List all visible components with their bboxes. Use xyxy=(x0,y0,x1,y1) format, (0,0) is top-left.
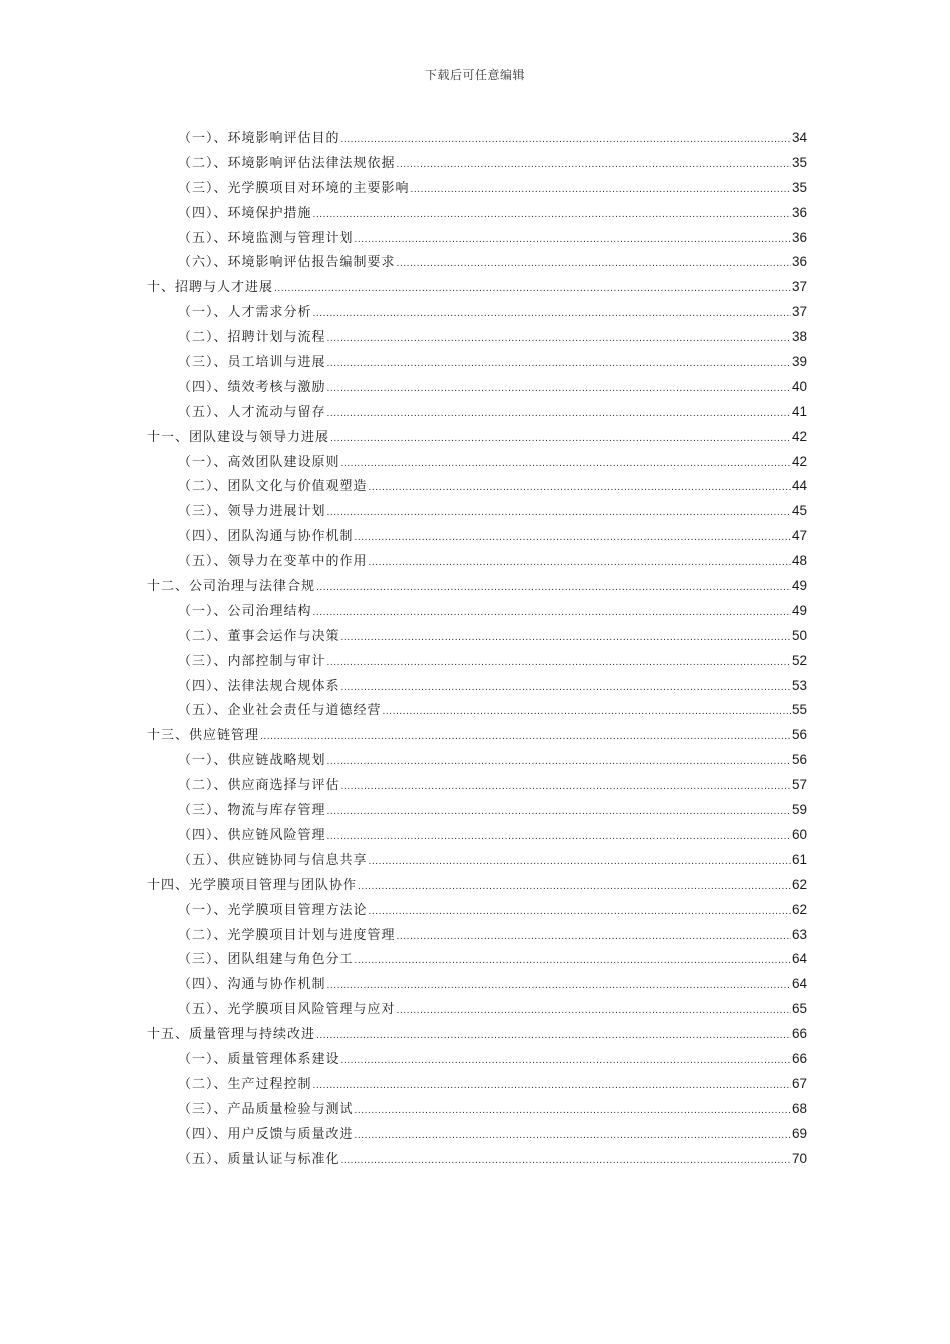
dot-leader xyxy=(397,999,791,1024)
toc-entry-page-number: 38 xyxy=(791,329,807,345)
toc-entry-title: （一）、高效团队建设原则 xyxy=(178,454,340,470)
toc-entry-title: （一）、环境影响评估目的 xyxy=(178,131,340,146)
toc-section-entry[interactable] xyxy=(178,997,807,1022)
toc-entry-page-number: 50 xyxy=(791,627,807,643)
dot-leader xyxy=(313,302,791,327)
toc-section-entry[interactable] xyxy=(178,773,807,798)
toc-entry-page-number: 64 xyxy=(791,951,807,967)
toc-chapter-entry[interactable] xyxy=(147,873,807,898)
toc-section-entry[interactable] xyxy=(178,400,807,425)
toc-entry-page-number: 44 xyxy=(791,478,807,494)
toc-entry-page-number: 35 xyxy=(791,154,807,170)
toc-entry-title: （五）、环境监测与管理计划 xyxy=(178,230,354,246)
dot-leader xyxy=(327,750,791,775)
toc-entry-title: （三）、领导力进展计划 xyxy=(178,504,326,520)
dot-leader xyxy=(341,128,791,153)
toc-entry-page-number: 66 xyxy=(791,1026,807,1042)
toc-chapter-entry[interactable] xyxy=(147,723,807,748)
toc-entry-page-number: 40 xyxy=(791,378,807,394)
toc-section-entry[interactable] xyxy=(178,499,807,524)
toc-entry-page-number: 39 xyxy=(791,354,807,370)
toc-entry-title: （四）、团队沟通与协作机制 xyxy=(178,529,354,545)
toc-section-entry[interactable] xyxy=(178,226,807,251)
toc-entry-page-number: 67 xyxy=(791,1075,807,1091)
toc-entry-page-number: 45 xyxy=(791,503,807,519)
toc-entry-page-number: 56 xyxy=(791,727,807,743)
toc-entry-page-number: 53 xyxy=(791,677,807,693)
dot-leader xyxy=(313,601,791,626)
toc-section-entry[interactable] xyxy=(178,126,807,151)
toc-entry-page-number: 34 xyxy=(791,130,807,145)
toc-chapter-entry[interactable] xyxy=(147,1022,807,1047)
dot-leader xyxy=(316,576,791,601)
dot-leader xyxy=(341,1049,791,1074)
dot-leader xyxy=(397,252,791,277)
toc-entry-title: （六）、环境影响评估报告编制要求 xyxy=(178,255,396,271)
dot-leader xyxy=(358,875,791,900)
toc-entry-title: （一）、公司治理结构 xyxy=(178,603,312,619)
toc-section-entry[interactable] xyxy=(178,1097,807,1122)
toc-section-entry[interactable] xyxy=(178,823,807,848)
toc-section-entry[interactable] xyxy=(178,898,807,923)
toc-chapter-entry[interactable] xyxy=(147,574,807,599)
toc-entry-page-number: 61 xyxy=(791,851,807,867)
toc-entry-title: 十三、供应链管理 xyxy=(147,728,260,744)
toc-entry-title: 十二、公司治理与法律合规 xyxy=(147,579,316,595)
toc-section-entry[interactable] xyxy=(178,176,807,201)
toc-entry-title: （五）、光学膜项目风险管理与应对 xyxy=(178,1002,396,1018)
toc-entry-page-number: 63 xyxy=(791,926,807,942)
toc-entry-page-number: 59 xyxy=(791,802,807,818)
toc-entry-title: （二）、供应商选择与评估 xyxy=(178,778,340,794)
toc-section-entry[interactable] xyxy=(178,350,807,375)
toc-entry-page-number: 47 xyxy=(791,528,807,544)
toc-entry-title: 十一、团队建设与领导力进展 xyxy=(147,429,330,445)
toc-section-entry[interactable] xyxy=(178,624,807,649)
toc-entry-title: 十四、光学膜项目管理与团队协作 xyxy=(147,877,358,893)
toc-entry-page-number: 62 xyxy=(791,901,807,917)
toc-entry-title: （四）、法律法规合规体系 xyxy=(178,678,340,694)
toc-entry-page-number: 52 xyxy=(791,652,807,668)
dot-leader xyxy=(327,974,791,999)
dot-leader xyxy=(327,651,791,676)
toc-entry-page-number: 41 xyxy=(791,403,807,419)
dot-leader xyxy=(327,402,791,427)
toc-entry-title: （二）、生产过程控制 xyxy=(178,1076,312,1092)
dot-leader xyxy=(327,800,791,825)
toc-entry-title: （三）、光学膜项目对环境的主要影响 xyxy=(178,180,410,196)
toc-section-entry[interactable] xyxy=(178,798,807,823)
dot-leader xyxy=(341,676,791,701)
dot-leader xyxy=(355,949,791,974)
dot-leader xyxy=(341,452,791,477)
toc-section-entry[interactable] xyxy=(178,1047,807,1072)
toc-section-entry[interactable] xyxy=(178,674,807,699)
dot-leader xyxy=(369,900,791,925)
toc-section-entry[interactable] xyxy=(178,848,807,873)
toc-entry-page-number: 65 xyxy=(791,1001,807,1017)
toc-entry-page-number: 70 xyxy=(791,1150,807,1166)
dot-leader xyxy=(327,501,791,526)
dot-leader xyxy=(313,1074,791,1099)
dot-leader xyxy=(411,178,791,203)
toc-section-entry[interactable] xyxy=(178,649,807,674)
toc-entry-page-number: 42 xyxy=(791,453,807,469)
toc-entry-title: 十、招聘与人才进展 xyxy=(147,280,274,296)
toc-entry-title: （二）、环境影响评估法律法规依据 xyxy=(178,155,396,171)
toc-entry-title: 十五、质量管理与持续改进 xyxy=(147,1027,316,1043)
toc-entry-title: （五）、企业社会责任与道德经营 xyxy=(178,703,382,719)
toc-entry-title: （五）、领导力在变革中的作用 xyxy=(178,554,368,570)
dot-leader xyxy=(355,228,791,253)
toc-entry-page-number: 64 xyxy=(791,976,807,992)
toc-entry-title: （二）、团队文化与价值观塑造 xyxy=(178,479,368,495)
toc-entry-page-number: 55 xyxy=(791,702,807,718)
toc-section-entry[interactable] xyxy=(178,325,807,350)
toc-entry-page-number: 66 xyxy=(791,1050,807,1066)
toc-entry-page-number: 49 xyxy=(791,602,807,618)
dot-leader xyxy=(369,850,791,875)
toc-section-entry[interactable] xyxy=(178,375,807,400)
dot-leader xyxy=(397,153,791,178)
toc-entry-title: （四）、沟通与协作机制 xyxy=(178,977,326,993)
dot-leader xyxy=(327,377,791,402)
toc-section-entry[interactable] xyxy=(178,947,807,972)
dot-leader xyxy=(330,427,791,452)
toc-entry-title: （一）、质量管理体系建设 xyxy=(178,1051,340,1067)
toc-section-entry[interactable] xyxy=(178,1072,807,1097)
dot-leader xyxy=(274,277,791,302)
toc-section-entry[interactable] xyxy=(178,474,807,499)
toc-entry-page-number: 48 xyxy=(791,553,807,569)
toc-section-entry[interactable] xyxy=(178,698,807,723)
toc-entry-page-number: 42 xyxy=(791,428,807,444)
dot-leader xyxy=(341,1149,791,1174)
dot-leader xyxy=(369,551,791,576)
dot-leader xyxy=(341,775,791,800)
dot-leader xyxy=(355,1124,791,1149)
toc-entry-title: （三）、内部控制与审计 xyxy=(178,653,326,669)
toc-section-entry[interactable] xyxy=(178,549,807,574)
toc-chapter-entry[interactable] xyxy=(147,275,807,300)
toc-section-entry[interactable] xyxy=(178,524,807,549)
toc-section-entry[interactable] xyxy=(178,972,807,997)
toc-entry-title: （五）、质量认证与标准化 xyxy=(178,1151,340,1167)
toc-entry-page-number: 37 xyxy=(791,304,807,320)
toc-entry-page-number: 68 xyxy=(791,1100,807,1116)
toc-entry-page-number: 69 xyxy=(791,1125,807,1141)
toc-entry-page-number: 62 xyxy=(791,876,807,892)
dot-leader xyxy=(327,327,791,352)
toc-section-entry[interactable] xyxy=(178,1122,807,1147)
toc-section-entry[interactable] xyxy=(178,300,807,325)
dot-leader xyxy=(397,925,791,950)
dot-leader xyxy=(260,725,791,750)
dot-leader xyxy=(327,825,791,850)
toc-entry-title: （四）、用户反馈与质量改进 xyxy=(178,1126,354,1142)
toc-entry-title: （二）、董事会运作与决策 xyxy=(178,628,340,644)
dot-leader xyxy=(327,352,791,377)
toc-entry-title: （三）、团队组建与角色分工 xyxy=(178,952,354,968)
toc-entry-title: （四）、环境保护措施 xyxy=(178,205,312,221)
toc-entry-title: （五）、供应链协同与信息共享 xyxy=(178,852,368,868)
dot-leader xyxy=(316,1024,791,1049)
toc-entry-page-number: 56 xyxy=(791,752,807,768)
toc-entry-title: （一）、光学膜项目管理方法论 xyxy=(178,902,368,918)
toc-entry-page-number: 35 xyxy=(791,179,807,195)
toc-section-entry[interactable] xyxy=(178,1147,807,1172)
toc-section-entry[interactable] xyxy=(178,748,807,773)
toc-entry-title: （四）、绩效考核与激励 xyxy=(178,379,326,395)
toc-entry-page-number: 36 xyxy=(791,204,807,220)
dot-leader xyxy=(355,1099,791,1124)
toc-section-entry[interactable] xyxy=(178,201,807,226)
dot-leader xyxy=(383,700,791,725)
toc-section-entry[interactable] xyxy=(178,923,807,948)
toc-entry-title: （四）、供应链风险管理 xyxy=(178,827,326,843)
toc-entry-title: （三）、员工培训与进展 xyxy=(178,355,326,371)
toc-section-entry[interactable] xyxy=(178,450,807,475)
toc-entry-page-number: 36 xyxy=(791,254,807,270)
toc-chapter-entry[interactable] xyxy=(147,425,807,450)
toc-entry-title: （三）、物流与库存管理 xyxy=(178,803,326,819)
toc-entry-page-number: 36 xyxy=(791,229,807,245)
toc-entry-title: （一）、供应链战略规划 xyxy=(178,753,326,769)
dot-leader xyxy=(341,626,791,651)
dot-leader xyxy=(369,476,791,501)
toc-section-entry[interactable] xyxy=(178,250,807,275)
toc-entry-page-number: 49 xyxy=(791,578,807,594)
toc-entry-page-number: 60 xyxy=(791,826,807,842)
dot-leader xyxy=(355,526,791,551)
toc-entry-title: （一）、人才需求分析 xyxy=(178,305,312,321)
toc-section-entry[interactable] xyxy=(178,151,807,176)
toc-entry-title: （二）、光学膜项目计划与进度管理 xyxy=(178,927,396,943)
toc-entry-page-number: 37 xyxy=(791,279,807,295)
page-header: 下载后可任意编辑 xyxy=(424,68,525,82)
dot-leader xyxy=(313,203,791,228)
toc-entry-page-number: 57 xyxy=(791,777,807,793)
toc-section-entry[interactable] xyxy=(178,599,807,624)
toc-entry-title: （五）、人才流动与留存 xyxy=(178,404,326,420)
toc-entry-title: （三）、产品质量检验与测试 xyxy=(178,1101,354,1117)
toc-entry-title: （二）、招聘计划与流程 xyxy=(178,330,326,346)
table-of-contents xyxy=(0,126,950,1171)
